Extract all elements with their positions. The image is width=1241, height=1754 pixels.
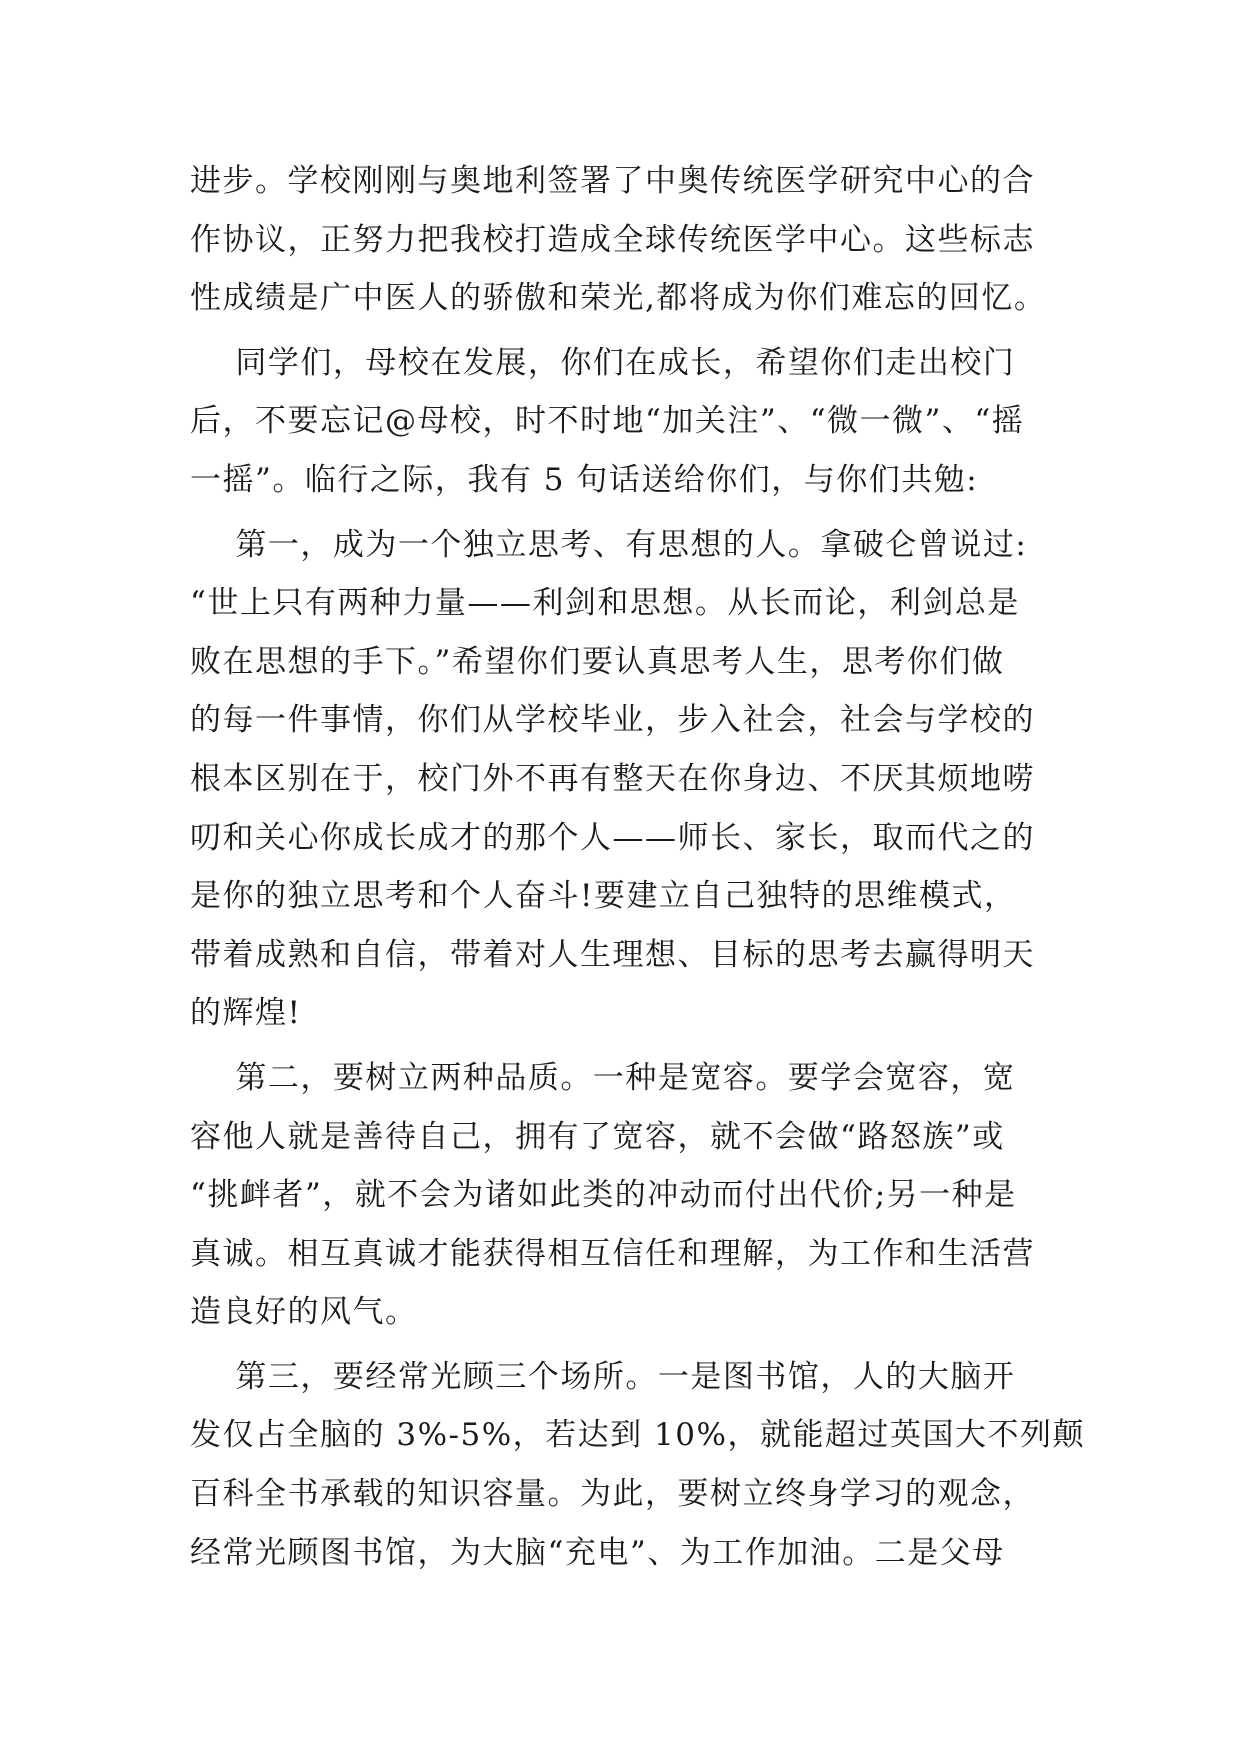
text-line: 经常光顾图书馆，为大脑“充电”、为工作加油。二是父母 [190, 1534, 1005, 1571]
text-line: 发仅占全脑的 3%-5%，若达到 10%，就能超过英国大不列颠 [190, 1417, 1085, 1454]
text-line: 第一，成为一个独立思考、有思想的人。拿破仑曾说过: [190, 526, 1028, 563]
text-line: 根本区别在于，校门外不再有整天在你身边、不厌其烦地唠 [190, 760, 1035, 797]
text-line: 叨和关心你成长成才的那个人——师长、家长，取而代之的 [190, 819, 1035, 856]
text-line: 第二，要树立两种品质。一种是宽容。要学会宽容，宽 [190, 1059, 1016, 1096]
text-line: 第三，要经常光顾三个场所。一是图书馆，人的大脑开 [190, 1358, 1016, 1395]
text-line: 进步。学校刚刚与奥地利签署了中奥传统医学研究中心的合 [190, 163, 1035, 199]
text-line: 败在思想的手下。”希望你们要认真思考人生，思考你们做 [190, 643, 1005, 680]
text-line: 一摇”。临行之际，我有 5 句话送给你们，与你们共勉: [190, 461, 979, 498]
text-line: 的辉煌! [190, 995, 302, 1032]
text-line: 带着成熟和自信，带着对人生理想、目标的思考去赢得明天 [190, 936, 1035, 973]
text-line: 造良好的风气。 [190, 1294, 418, 1331]
text-line: 同学们，母校在发展，你们在成长，希望你们走出校门 [190, 344, 1016, 381]
text-line: “世上只有两种力量——利剑和思想。从长而论，利剑总是 [190, 585, 1020, 622]
text-line: 真诚。相互真诚才能获得相互信任和理解，为工作和生活营 [190, 1235, 1035, 1272]
text-line: 容他人就是善待自己，拥有了宽容，就不会做“路怒族”或 [190, 1118, 1005, 1155]
text-line: 性成绩是广中医人的骄傲和荣光,都将成为你们难忘的回忆。 [190, 280, 1047, 317]
text-line: 是你的独立思考和个人奋斗!要建立自己独特的思维模式， [190, 878, 1017, 915]
text-line: “挑衅者”，就不会为诸如此类的冲动而付出代价;另一种是 [190, 1177, 1017, 1214]
document-body [190, 152, 1085, 1582]
text-line: 的每一件事情，你们从学校毕业，步入社会，社会与学校的 [190, 702, 1035, 739]
text-line: 百科全书承载的知识容量。为此，要树立终身学习的观念， [190, 1476, 1035, 1513]
text-line: 作协议，正努力把我校打造成全球传统医学中心。这些标志 [190, 221, 1035, 258]
text-line: 后，不要忘记@母校，时不时地“加关注”、“微一微”、“摇 [190, 403, 1025, 440]
